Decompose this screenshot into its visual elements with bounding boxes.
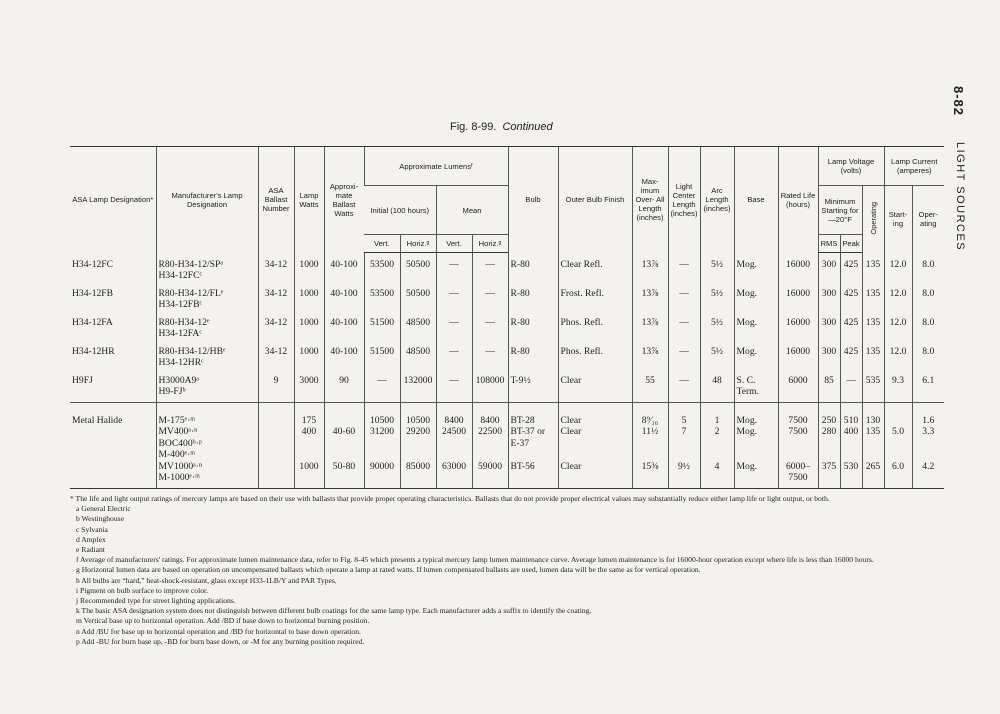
header-min-starting: Minimum Starting for —20°F bbox=[818, 186, 862, 235]
header-rated-life: Rated Life (hours) bbox=[778, 147, 818, 253]
table-row: H34-12FA R80-H34-12ᵉ H34-12FAᶜ 34-12 1000 40-100 51500 48500 — — R-80 Phos. Refl. 13⅞ — 5½ Mog. 16000 300 425 135 12.0 8.0 bbox=[70, 311, 944, 340]
table-row: H34-12FC R80-H34-12/SPᵃ H34-12FCᶜ 34-12 1000 40-100 53500 50500 — — R-80 Clear Refl. 13⅞ — 5½ Mog. 16000 300 425 135 12.0 8.0 bbox=[70, 253, 944, 282]
footnote: f Average of manufacturers' ratings. For approximate lumen maintenance data, refer to Fig. 8-45 which presents a typical mercury lamp lumen maintenance curve. Average lumen maintenance is for 16000-hour operation except where life is less than 16000 hours. bbox=[76, 555, 874, 565]
footnote: e Radiant bbox=[76, 545, 105, 555]
header-mean-vert: Vert. bbox=[436, 235, 472, 253]
section-title: LIGHT SOURCES bbox=[954, 142, 966, 252]
header-mean-horiz: Horiz.ᵍ bbox=[472, 235, 508, 253]
header-max-length: Max- imum Over- All Length (inches) bbox=[632, 147, 668, 253]
figure-caption bbox=[450, 121, 553, 133]
footnote: h All bulbs are “hard,” heat-shock-resistant, glass except H33-1LB/Y and PAR Types. bbox=[76, 575, 337, 585]
header-light-center-length: Light Center Length (inches) bbox=[668, 147, 700, 253]
footnote: m Vertical base up to horizontal operation. Add /BD if base down to horizontal burning position. bbox=[76, 616, 370, 626]
footnote: j Recommended type for street lighting applications. bbox=[76, 596, 236, 606]
figure-label: Fig. 8-99. bbox=[450, 121, 497, 133]
header-ballast-watts: Approxi- mate Ballast Watts bbox=[324, 147, 364, 253]
footnote: g Horizontal lumen data are based on operation on uncompensated ballasts which operate a lamp at rated watts. If lumen compensated ballasts are used, lumen data will be the same as for vertical operation. bbox=[76, 565, 701, 575]
header-current-operating: Oper- ating bbox=[912, 186, 944, 253]
lamp-data-table bbox=[70, 146, 944, 489]
footnote: d Amplex bbox=[76, 534, 106, 544]
header-initial-horiz: Horiz.ᵍ bbox=[400, 235, 436, 253]
figure-continued: Continued bbox=[502, 121, 553, 133]
header-asa-ballast: ASA Ballast Number bbox=[258, 147, 294, 253]
footnote: i Pigment on bulb surface to improve color. bbox=[76, 585, 209, 595]
header-asa-designation: ASA Lamp Designation* bbox=[70, 147, 156, 253]
header-bulb: Bulb bbox=[508, 147, 558, 253]
header-peak: Peak bbox=[840, 235, 862, 253]
table-row: Metal Halide M-175ᵉ·ᵐ MV400ᵃ·ⁿ BOC400ᵇ·ᵖ M-400ᵉ·ᵐ 175 400 40-60 10500 31200 10500 29200 8400 24500 8400 22500 BT-28 BT-37 or E-37 Clear Clear 8⁹⁄₁₆ 11½ 5 7 1 2 Mog. Mog. 7500 7500 250 280 510 400 130 135 5.0 1.6 3.3 bbox=[70, 402, 944, 461]
footnotes bbox=[70, 494, 936, 647]
header-outer-bulb-finish: Outer Bulb Finish bbox=[558, 147, 632, 253]
header-base: Base bbox=[734, 147, 778, 253]
header-approximate-lumens: Approximate Lumensᶠ bbox=[364, 147, 508, 186]
header-operating-voltage bbox=[862, 186, 884, 253]
operating-label: Operating bbox=[868, 202, 878, 235]
header-lamp-voltage: Lamp Voltage (volts) bbox=[818, 147, 884, 186]
table-row: H9FJ H3000A9ᵃ H9-FJᵇ 9 3000 90 — 132000 — 108000 T-9½ Clear 55 — 48 S. C. Term. 6000 85 — 535 9.3 6.1 bbox=[70, 369, 944, 403]
footnote: n Add /BU for base up to horizontal operation and /BD for horizontal to base down operation. bbox=[76, 626, 361, 636]
header-manufacturer-designation: Manufacturer's Lamp Designation bbox=[156, 147, 258, 253]
header-current-starting: Start- ing bbox=[884, 186, 912, 253]
table-row: MV1000ᵃ·ⁿ M-1000ᵉ·ᵐ 1000 50-80 90000 85000 63000 59000 BT-56 Clear 15⅜ 9½ 4 Mog. 6000– 7500 375 530 265 6.0 4.2 bbox=[70, 461, 944, 489]
footnote: b Westinghouse bbox=[76, 514, 124, 524]
header-lamp-watts: Lamp Watts bbox=[294, 147, 324, 253]
footnote: * The life and light output ratings of mercury lamps are based on their use with ballasts that provide proper operating characteristics. Ballasts that do not provide proper electrical values may substantially reduce either lamp life or light output, or both. bbox=[70, 494, 830, 503]
table-row: H34-12FB R80-H34-12/FLᵉ H34-12FBᶜ 34-12 1000 40-100 53500 50500 — — R-80 Frost. Refl. 13⅞ — 5½ Mog. 16000 300 425 135 12.0 8.0 bbox=[70, 282, 944, 311]
header-rms: RMS bbox=[818, 235, 840, 253]
table-row: H34-12HR R80-H34-12/HBᵉ H34-12HRᶜ 34-12 1000 40-100 51500 48500 — — R-80 Phos. Refl. 13⅞ — 5½ Mog. 16000 300 425 135 12.0 8.0 bbox=[70, 340, 944, 369]
header-lamp-current: Lamp Current (amperes) bbox=[884, 147, 944, 186]
header-initial-vert: Vert. bbox=[364, 235, 400, 253]
footnote: k The basic ASA designation system does not distinguish between different bulb coatings for the same lamp type. Each manufacturer adds a suffix to identify the coating. bbox=[76, 606, 592, 616]
header-mean: Mean bbox=[436, 186, 508, 235]
header-arc-length: Arc Length (inches) bbox=[700, 147, 734, 253]
footnote: c Sylvania bbox=[76, 524, 108, 534]
header-initial: Initial (100 hours) bbox=[364, 186, 436, 235]
page-number: 8-82 bbox=[951, 86, 966, 117]
footnote: a General Electric bbox=[76, 504, 131, 514]
footnote: p Add -BU for burn base up, -BD for burn base down, or -M for any burning position required. bbox=[76, 636, 365, 646]
